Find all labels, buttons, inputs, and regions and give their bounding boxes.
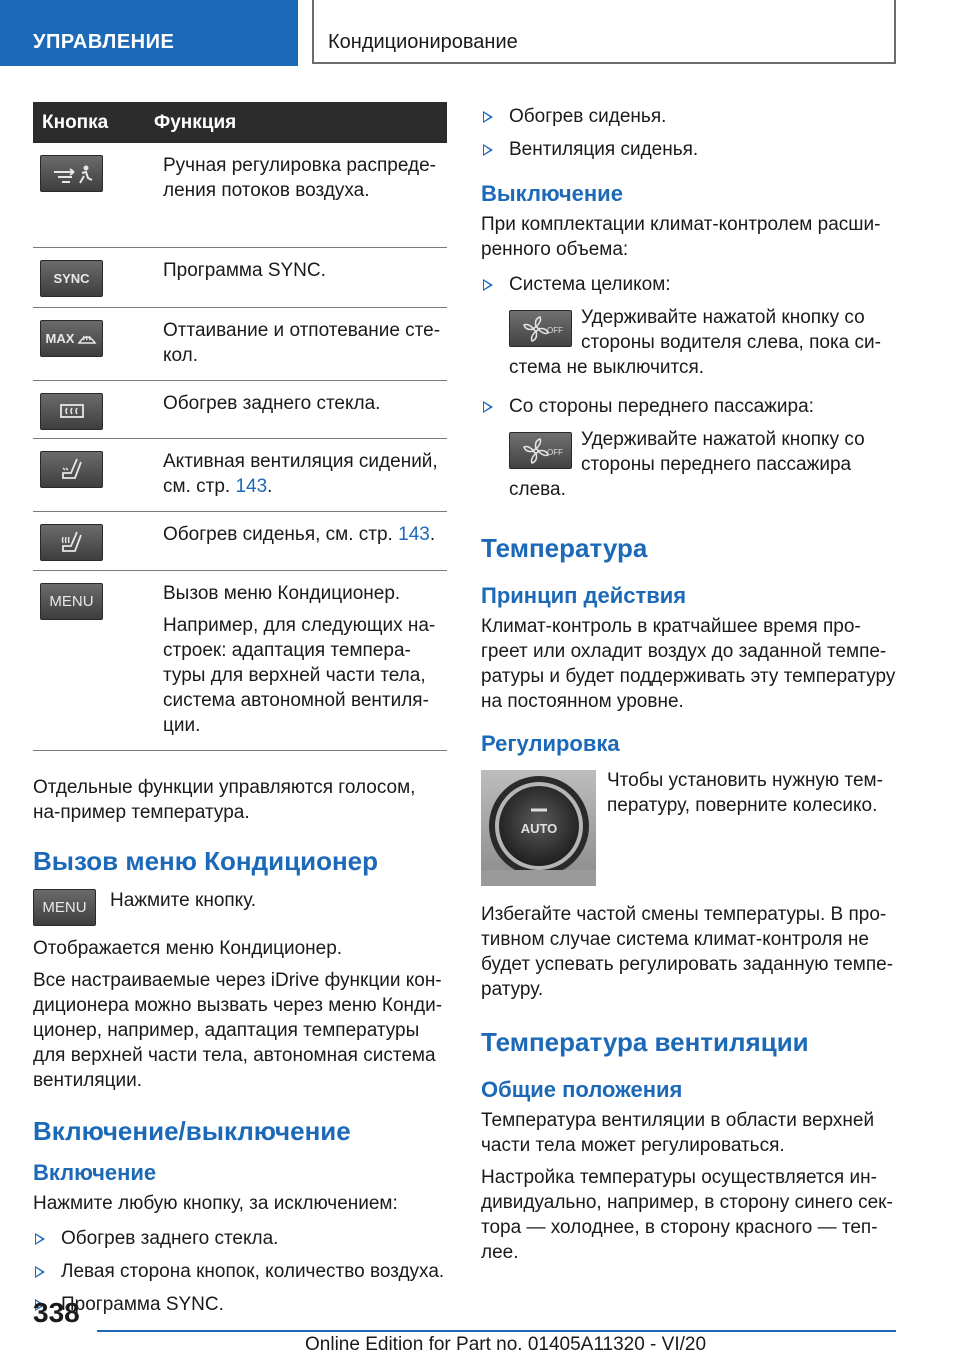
function-text: Обогрев сиденья, см. стр. 143. bbox=[163, 523, 436, 545]
topic-tab: Кондиционирование bbox=[312, 0, 896, 64]
table-row bbox=[33, 307, 447, 380]
on-text: Нажмите любую кнопку, за исключением: bbox=[33, 1192, 398, 1214]
section-tab: УПРАВЛЕНИЕ bbox=[0, 0, 298, 66]
triangle-bullet-icon bbox=[35, 1233, 45, 1245]
triangle-bullet-icon bbox=[483, 279, 493, 291]
right-column bbox=[481, 104, 896, 1272]
list-item-text: Система целиком: bbox=[509, 274, 671, 295]
table-row bbox=[33, 380, 447, 438]
menu-label: MENU bbox=[42, 898, 87, 916]
table-row bbox=[33, 247, 447, 307]
adjust-heading: Регулировка bbox=[481, 731, 620, 756]
list-item-text: Вентиляция сиденья. bbox=[509, 139, 699, 160]
sync-label: SYNC bbox=[53, 270, 90, 286]
list-item-text: Программа SYNC. bbox=[61, 1293, 224, 1315]
function-text-main: Активная вентиляция сидений, см. стр. bbox=[163, 450, 438, 497]
off-detail-passenger bbox=[509, 427, 896, 502]
function-text: Обогрев заднего стекла. bbox=[163, 392, 381, 414]
table-row bbox=[33, 511, 447, 570]
off-detail-driver bbox=[509, 305, 896, 380]
function-text: Оттаивание и отпотевание сте-кол. bbox=[163, 319, 441, 366]
menu-button-icon bbox=[40, 583, 103, 620]
general-text-2: Настройка температуры осуществляется ин-дивидуально, например, в сторону синего сек-тора — холоднее, в сторону красного — теп-лее. bbox=[481, 1167, 893, 1263]
page-number: 338 bbox=[33, 1297, 80, 1328]
onoff-heading: Включение/выключение bbox=[33, 1115, 351, 1146]
page-link[interactable]: 143 bbox=[398, 523, 430, 545]
list-item bbox=[481, 272, 896, 297]
max-defrost-icon bbox=[40, 320, 103, 357]
list-item-text: Обогрев заднего стекла. bbox=[61, 1227, 279, 1249]
col-header-button: Кнопка bbox=[33, 102, 154, 143]
page-header bbox=[0, 0, 960, 66]
menu-label: MENU bbox=[49, 592, 94, 610]
function-text-example: Например, для следующих на-строек: адаптация темпера-туры для верхней части тела, система автономной вентиля-ции. bbox=[163, 614, 436, 736]
list-item bbox=[481, 137, 896, 162]
function-text: Программа SYNC. bbox=[163, 259, 326, 281]
off-list-passenger bbox=[481, 394, 896, 419]
table-header-row bbox=[33, 102, 447, 143]
menu-button-inline bbox=[33, 889, 96, 926]
off-text: При комплектации климат-контролем расши-ренного объема: bbox=[481, 214, 881, 260]
menu-all-text: Все настраиваемые через iDrive функции кон-диционера можно вызвать через меню Конди-ционер, например, адаптация температуры для верхней части тела, автономная система вентиляции. bbox=[33, 969, 443, 1091]
off-label: OFF bbox=[547, 448, 563, 457]
table-row bbox=[33, 143, 447, 247]
vent-temp-heading: Температура вентиляции bbox=[481, 1027, 809, 1057]
general-heading: Общие положения bbox=[481, 1077, 683, 1102]
detail-text: Удерживайте нажатой кнопку со стороны переднего пассажира слева. bbox=[509, 429, 865, 500]
list-item-text: Обогрев сиденья. bbox=[509, 106, 667, 127]
triangle-bullet-icon bbox=[483, 144, 493, 156]
list-item bbox=[481, 104, 896, 129]
function-text: Активная вентиляция сидений, см. стр. 143. bbox=[163, 450, 438, 497]
detail-text: Удерживайте нажатой кнопку со стороны водителя слева, пока си-стема не выключится. bbox=[509, 307, 881, 378]
on-exceptions-list bbox=[33, 1226, 447, 1317]
list-item bbox=[481, 394, 896, 419]
left-column bbox=[33, 102, 447, 1325]
max-label: MAX bbox=[45, 330, 75, 346]
footer-rule bbox=[97, 1330, 896, 1332]
off-label: OFF bbox=[547, 326, 563, 335]
triangle-bullet-icon bbox=[35, 1266, 45, 1278]
off-list bbox=[481, 272, 896, 297]
list-item bbox=[33, 1226, 447, 1251]
adjust-text: Чтобы установить нужную тем-пературу, поверните колесико. bbox=[607, 770, 883, 816]
footer-edition: Online Edition for Part no. 01405A11320 - VI/20 bbox=[305, 1334, 707, 1355]
menu-shown-text: Отображается меню Кондиционер. bbox=[33, 937, 343, 959]
col-header-function: Функция bbox=[154, 102, 447, 143]
table-row bbox=[33, 438, 447, 511]
menu-press-text: Нажмите кнопку. bbox=[110, 889, 257, 911]
continued-list bbox=[481, 104, 896, 162]
page-link[interactable]: 143 bbox=[235, 475, 268, 497]
triangle-bullet-icon bbox=[483, 401, 493, 413]
general-text-1: Температура вентиляции в области верхней части тела может регулироваться. bbox=[481, 1110, 875, 1156]
temp-heading: Температура bbox=[481, 533, 648, 563]
list-item bbox=[33, 1292, 447, 1317]
function-text: Вызов меню Кондиционер. bbox=[163, 582, 401, 604]
air-distribution-icon bbox=[40, 155, 103, 192]
avoid-text: Избегайте частой смены температуры. В про-тивном случае система климат-контроля не будет успевать регулировать заданную темпе-ратуру. bbox=[481, 904, 894, 1000]
temperature-knob-image bbox=[481, 770, 596, 886]
list-item bbox=[33, 1259, 447, 1284]
triangle-bullet-icon bbox=[483, 111, 493, 123]
off-heading: Выключение bbox=[481, 181, 623, 206]
principle-text: Климат-контроль в кратчайшее время про-греет или охладит воздух до заданной темпе-ратуры и будет поддерживать эту температуру на постоянном уровне. bbox=[481, 616, 896, 712]
principle-heading: Принцип действия bbox=[481, 583, 687, 608]
fan-off-button-icon bbox=[509, 310, 572, 347]
seat-heating-icon bbox=[40, 524, 103, 561]
table-row bbox=[33, 570, 447, 750]
sync-button-icon bbox=[40, 260, 103, 297]
function-table bbox=[33, 102, 447, 751]
function-text-main: Обогрев сиденья, см. стр. bbox=[163, 523, 399, 545]
auto-label: AUTO bbox=[520, 821, 558, 836]
voice-note: Отдельные функции управляются голосом, на-пример температура. bbox=[33, 776, 416, 823]
menu-heading: Вызов меню Кондиционер bbox=[33, 845, 379, 876]
on-heading: Включение bbox=[33, 1159, 157, 1185]
fan-off-button-icon bbox=[509, 432, 572, 469]
list-item-text: Левая сторона кнопок, количество воздуха. bbox=[61, 1260, 445, 1282]
seat-ventilation-icon bbox=[40, 451, 103, 488]
function-text: Ручная регулировка распреде-ления потоков воздуха. bbox=[163, 155, 436, 201]
list-item-text: Со стороны переднего пассажира: bbox=[509, 396, 814, 417]
rear-window-heating-icon bbox=[40, 393, 103, 430]
